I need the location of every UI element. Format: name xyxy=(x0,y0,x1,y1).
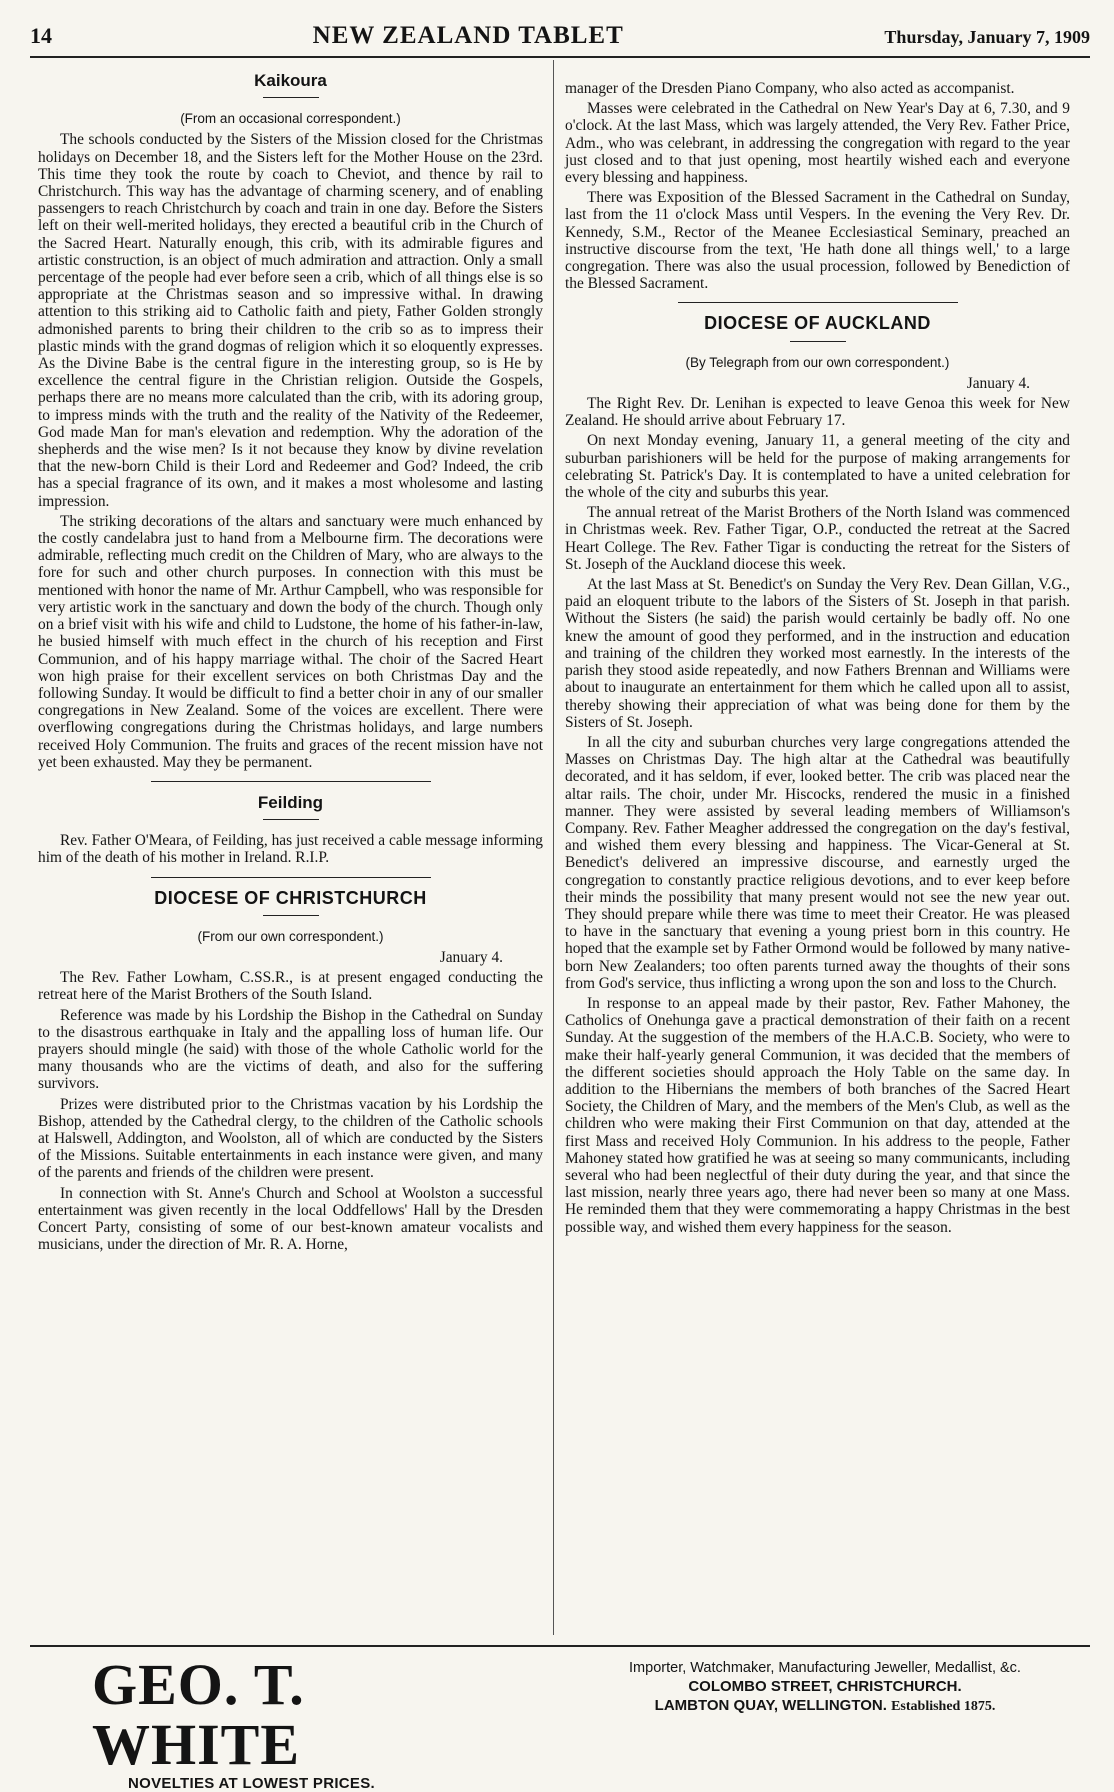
advert-wellington-address: LAMBTON QUAY, WELLINGTON. xyxy=(654,1697,887,1714)
advert-established: Established 1875. xyxy=(891,1699,996,1714)
auckland-paragraph: In response to an appeal made by their pastor, Rev. Father Mahoney, the Catholics of Onehunga gave a practical demonstration of their faith on a recent Sunday. At the suggestion of the members of the H.A.C.B. Society, who were to make their half-yearly general Communion, it was decided that the members of the different societies should approach the Holy Table on the same day. In addition to the Hibernians the members of both branches of the Sacred Heart Society, the Children of Mary, and the members of the Men's Club, as well as the children who were making their First Communion on that day, attended at the first Mass and received Holy Communion. In his address to the people, Father Mahoney stated how gratified he was at seeing so many communicants, including several who had been neglectful of their duty during the year, and that since the last mission, nearly three years ago, there had never been so many at one Mass. He reminded them that they were commemorating a happy Christmas in the best possible way, and wished them every happiness for the season. xyxy=(565,994,1070,1236)
advert-details xyxy=(565,1660,1085,1715)
continuation-paragraph: manager of the Dresden Piano Company, who also acted as accompanist. xyxy=(565,80,1015,97)
continuation-paragraph: There was Exposition of the Blessed Sacrament in the Cathedral on Sunday, last from the 11 o'clock Mass until Vespers. In the evening the Very Rev. Dr. Kennedy, S.M., Rector of the Meanee Ecclesiastical Seminary, preached an instructive discourse from the text, 'He hath done all things well,' to a large congregation. There was also the usual procession, followed by Benediction of the Blessed Sacrament. xyxy=(565,189,1070,293)
issue-date: Thursday, January 7, 1909 xyxy=(884,27,1090,47)
section-separator xyxy=(678,302,958,303)
auckland-paragraph: The Right Rev. Dr. Lenihan is expected to leave Genoa this week for New Zealand. He should arrive about February 17. xyxy=(565,395,1070,430)
advert-name: GEO. T. WHITE xyxy=(92,1652,305,1777)
continuation-paragraph: Masses were celebrated in the Cathedral on New Year's Day at 6, 7.30, and 9 o'clock. At the last Mass, which was largely attended, the Very Rev. Father Price, Adm., who was celebrant, in addressing the congregation with regard to the year just closed and to that just opening, most heartily wished each and everyone every blessing and happiness. xyxy=(565,100,1070,187)
heading-rule xyxy=(263,97,319,98)
column-divider xyxy=(553,60,554,1635)
section-separator xyxy=(151,877,431,878)
auckland-paragraph: On next Monday evening, January 11, a general meeting of the city and suburban parishioners will be held for the purpose of making arrangements for celebrating St. Patrick's Day. It is contemplated to have a united celebration for the whole of the city and suburbs this year. xyxy=(565,432,1070,502)
christchurch-paragraph: In connection with St. Anne's Church and School at Woolston a successful entertainment was given recently in the local Oddfellows' Hall by the Dresden Concert Party, consisting of some of our best-known amateur vocalists and musicians, under the direction of Mr. R. A. Horne, xyxy=(38,1184,543,1254)
advert-brand xyxy=(92,1652,522,1792)
advert-trades: Importer, Watchmaker, Manufacturing Jeweller, Medallist, &c. xyxy=(629,1660,1021,1676)
advert-christchurch-address: COLOMBO STREET, CHRISTCHURCH. xyxy=(688,1678,962,1695)
auckland-paragraph: In all the city and suburban churches very large congregations attended the Masses on Christmas Day. The high altar at the Cathedral was beautifully decorated, and it has seldom, if ever, looked better. The crib was placed near the altar rails. The choir, under Mr. Hiscocks, rendered the music in a finished manner. They were assisted by several leading members of Williamson's Company. Rev. Father Meagher addressed the congregation on the day's festival, and wished them every blessing and happiness. The Vicar-General at St. Benedict's delivered an impressive discourse, and earnestly urged the congregation to constantly practice religious devotions, and to ever keep before their minds the possibility that many present would not see the new year out. They should prepare while there was time to meet their Creator. He was pleased to have in the sanctuary that evening a young priest born in this country. He hoped that the example set by Father Ormond would be followed by many native-born New Zealanders; too often parents turned away the thoughts of their sons from God's service, thus inflicting a wrong upon the son and loss to the Church. xyxy=(565,733,1070,992)
christchurch-paragraph: The Rev. Father Lowham, C.SS.R., is at present engaged conducting the retreat here of the Marist Brothers of the South Island. xyxy=(38,969,543,1004)
christchurch-byline: (From our own correspondent.) xyxy=(197,928,384,944)
right-column xyxy=(565,80,1070,1239)
christchurch-paragraph: Prizes were distributed prior to the Christmas vacation by his Lordship the Bishop, attended by the Cathedral clergy, to the children of the Catholic schools at Halswell, Addington, and Woolston, all of which are conducted by the Sisters of the Missions. Suitable entertainments in each instance were given, and many of the parents and friends of the children were present. xyxy=(38,1095,543,1182)
feilding-paragraph: Rev. Father O'Meara, of Feilding, has just received a cable message informing him of the death of his mother in Ireland. R.I.P. xyxy=(38,832,543,867)
auckland-dateline: January 4. xyxy=(966,374,1030,392)
page-header xyxy=(30,22,1090,52)
heading-rule xyxy=(263,915,319,916)
kaikoura-heading: Kaikoura xyxy=(254,71,327,90)
section-separator xyxy=(151,781,431,782)
left-column xyxy=(38,66,543,1256)
page-number: 14 xyxy=(30,23,52,48)
auckland-paragraph: At the last Mass at St. Benedict's on Sunday the Very Rev. Dean Gillan, V.G., paid an eloquent tribute to the labors of the Sisters of St. Joseph in that parish. Without the Sisters (he said) the parish would certainly be badly off. No one knew the amount of good they performed, and in the instruction and education and training of the children they worked most earnestly. In the interests of the parish they stood aside repeatedly, and now Fathers Brennan and Williams were about to inaugurate an entertainment for them which he called upon all to assist, thereby showing their appreciation of what was being done for them by the Sisters of St. Joseph. xyxy=(565,576,1070,731)
kaikoura-paragraph: The striking decorations of the altars and sanctuary were much enhanced by the costly candelabra just to hand from a Melbourne firm. The decorations were admirable, reflecting much credit on the Children of Mary, who are always to the fore for such and other church purposes. In connection with this must be mentioned with honor the name of Mr. Arthur Campbell, who was responsible for very artistic work in the sanctuary and down the body of the church. Though only on a brief visit with his wife and child to Ludstone, the home of his father-in-law, he busied himself with much effect in the church of his reception and First Communion, and of his happy marriage withal. The choir of the Sacred Heart won high praise for their excellent services on both Christmas Day and the following Sunday. It would be difficult to find a better choir in any of our smaller congregations in New Zealand. Some of the voices are excellent. There were overflowing congregations during the Christmas holidays, and large numbers received Holy Communion. The fruits and graces of the recent mission have not yet been exhausted. May they be permanent. xyxy=(38,512,543,771)
advert-tagline: NOVELTIES AT LOWEST PRICES. xyxy=(128,1775,376,1792)
kaikoura-paragraph: The schools conducted by the Sisters of the Mission closed for the Christmas holidays on December 18, and the Sisters left for the Mother House on the 23rd. This time they took the route by coach to Cheviot, and thence by rail to Christchurch. This way has the advantage of charming scenery, and of enabling passengers to reach Christchurch by coach and train in one day. Before the Sisters left on their well-merited holidays, they erected a beautiful crib in the Church of the Sacred Heart. Naturally enough, this crib, with its admirable figures and artistic construction, is an object of much admiration and attraction. Only a small percentage of the people had ever before seen a crib, which of all things else is so appropriate at the Christmas season and so impressive withal. In drawing attention to this striking aid to Catholic faith and piety, Father Golden strongly admonished parents to bring their children to the crib so as to impress their plastic minds with the grand dogmas of religion which it so eloquently expresses. As the Divine Babe is the central figure in the interesting group, so is He by excellence the central figure in the Christian religion. Outside the Gospels, perhaps there are no means more calculated than the crib, with its adoring group, to impress minds with the truth and the reality of the Nativity of the Redeemer, God made Man for man's elevation and redemption. Why the adoration of the shepherds and the wise men? Is it not because they know by divine revelation that the new-born Child is their Lord and Redeemer and God? Indeed, the crib has a special fragrance of its own, and it makes a most wholesome and lasting impression. xyxy=(38,131,543,510)
kaikoura-byline: (From an occasional correspondent.) xyxy=(180,111,401,127)
header-rule xyxy=(30,56,1090,58)
auckland-heading: DIOCESE OF AUCKLAND xyxy=(704,313,931,334)
auckland-paragraph: The annual retreat of the Marist Brothers of the North Island was commenced in Christmas week. Rev. Father Tigar, O.P., conducted the retreat at the Sacred Heart College. The Rev. Father Tigar is conducting the retreat for the Sisters of St. Joseph of the Auckland diocese this week. xyxy=(565,504,1070,573)
christchurch-dateline: January 4. xyxy=(439,948,503,966)
christchurch-heading: DIOCESE OF CHRISTCHURCH xyxy=(154,887,427,908)
heading-rule xyxy=(263,819,319,820)
masthead-title: NEW ZEALAND TABLET xyxy=(312,22,624,49)
advert-wellington-line xyxy=(565,1697,1085,1715)
advert-rule xyxy=(30,1645,1090,1647)
auckland-byline: (By Telegraph from our own correspondent.) xyxy=(685,354,950,370)
heading-rule xyxy=(790,341,846,342)
feilding-heading: Feilding xyxy=(257,792,324,812)
christchurch-paragraph: Reference was made by his Lordship the Bishop in the Cathedral on Sunday to the disastrous earthquake in Italy and the appalling loss of human life. Our prayers should mingle (he said) with those of the whole Catholic world for the many thousands who are the victims of death, and also for the suffering survivors. xyxy=(38,1006,543,1093)
